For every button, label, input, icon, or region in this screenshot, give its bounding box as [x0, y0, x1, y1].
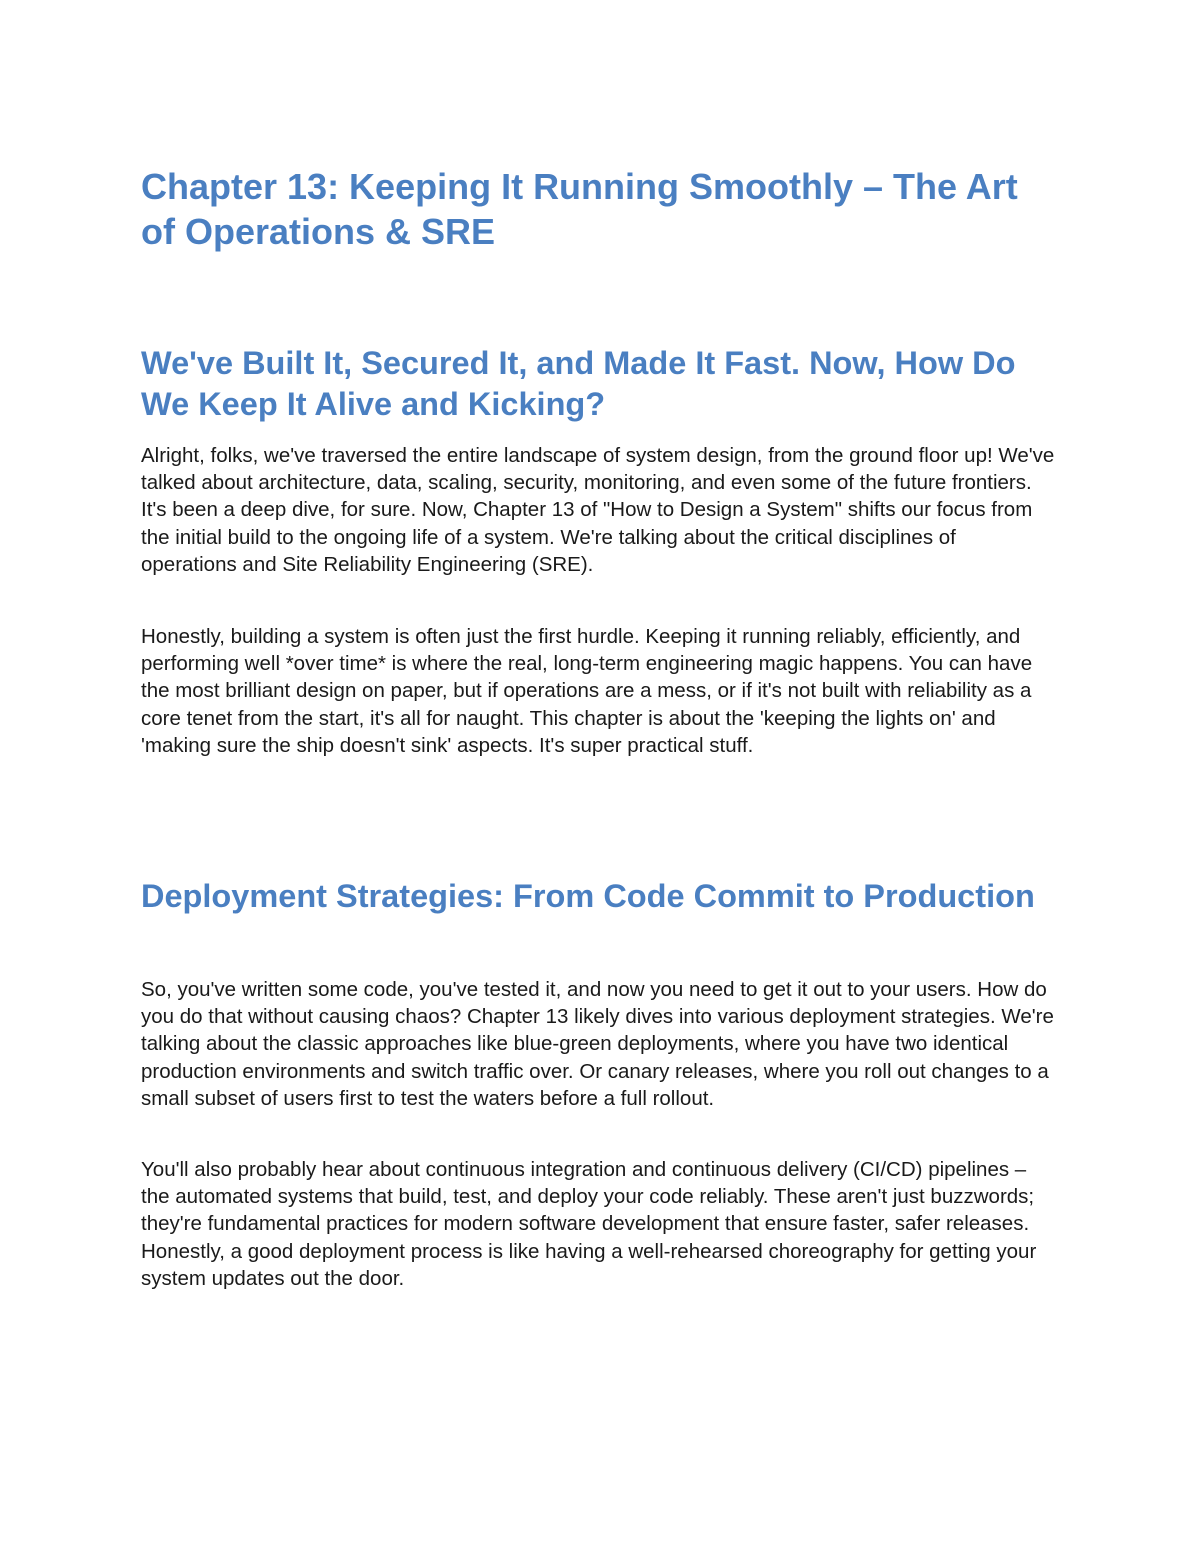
- section-heading-keep-alive: We've Built It, Secured It, and Made It Fast. Now, How Do We Keep It Alive and Kicking?: [141, 345, 1016, 422]
- paragraph-intro-reliability: Honestly, building a system is often just the first hurdle. Keeping it running reliably, efficiently, and performing well *over time* is where the real, long-term engineering magic happens. You can have the most brilliant design on paper, but if operations are a mess, or if it's not built with reliability as a core tenet from the start, it's all for naught. This chapter is about the 'keeping the lights on' and 'making sure the ship doesn't sink' aspects. It's super practical stuff.: [141, 625, 1033, 757]
- section-heading-deployment-strategies: Deployment Strategies: From Code Commit to Production: [141, 878, 1035, 914]
- chapter-title: Chapter 13: Keeping It Running Smoothly – The Art of Operations & SRE: [141, 166, 1018, 252]
- paragraph-ci-cd: You'll also probably hear about continuous integration and continuous delivery (CI/CD) pipelines – the automated systems that build, test, and deploy your code reliably. These aren't just buzzwords; they're fundamental practices for modern software development that ensure faster, safer releases. Honestly, a good deployment process is like having a well-rehearsed choreography for getting your system updates out the door.: [141, 1158, 1037, 1290]
- paragraph-deployment-strategies: So, you've written some code, you've tested it, and now you need to get it out to your users. How do you do that without causing chaos? Chapter 13 likely dives into various deployment strategies. We're talking about the classic approaches like blue-green deployments, where you have two identical production environments and switch traffic over. Or canary releases, where you roll out changes to a small subset of users first to test the waters before a full rollout.: [141, 978, 1054, 1110]
- paragraph-intro-landscape: Alright, folks, we've traversed the entire landscape of system design, from the ground floor up! We've talked about architecture, data, scaling, security, monitoring, and even some of the future frontiers. It's been a deep dive, for sure. Now, Chapter 13 of "How to Design a System" shifts our focus from the initial build to the ongoing life of a system. We're talking about the critical disciplines of operations and Site Reliability Engineering (SRE).: [141, 444, 1055, 576]
